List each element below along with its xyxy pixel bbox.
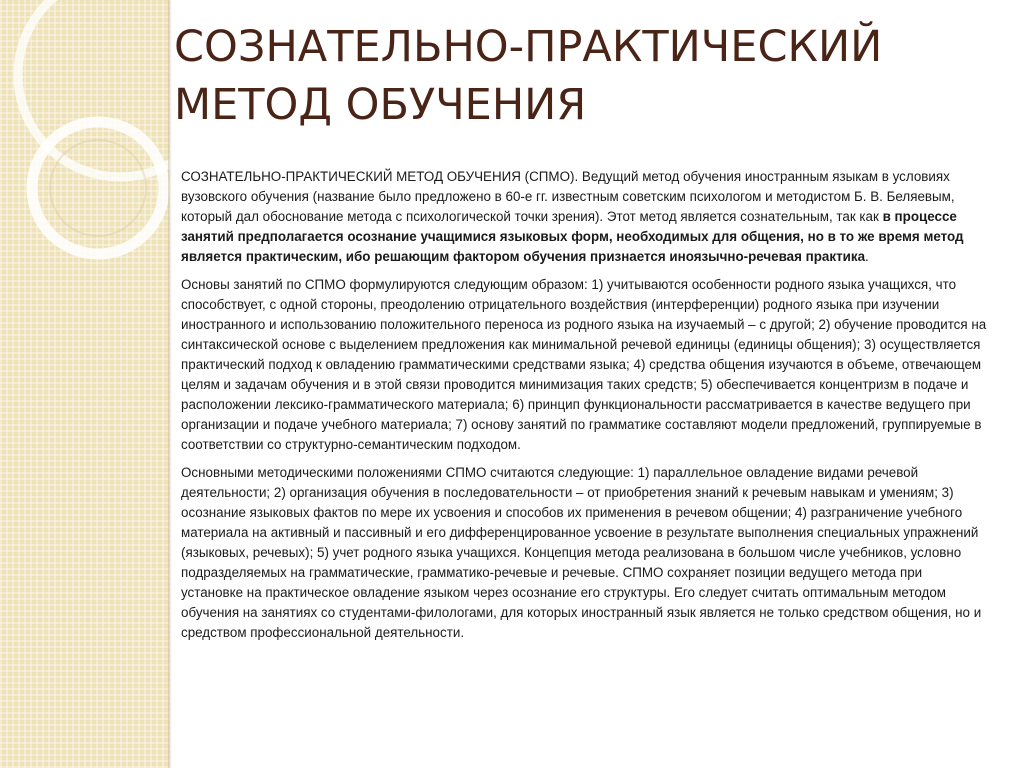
decorative-ring-small [32, 122, 164, 254]
decorative-side-panel [0, 0, 170, 768]
paragraph-foundations: Основы занятий по СПМО формулируются следующим образом: 1) учитываются особенности родного языка учащихся, что способствует, с одной стороны, преодолению отрицательного воздействия (интерференции) родного языка при изучении иностранного и использованию положительного переноса из родного языка на изучаемый – с другой; 2) обучение проводится на синтаксической основе с выделением предложения как минимальной речевой единицы (единицы общения); 3) осуществляется практический подход к овладению грамматическими средствами языка; 4) средства общения изучаются в объеме, отвечающем целям и задачам обучения и в этой связи проводится минимизация таких средств; 5) обеспечивается концентризм в подаче и расположении лексико-грамматического материала; 6) принцип функциональности рассматривается в качестве ведущего при организации и подаче учебного материала; 7) основу занятий по грамматике составляют модели предложений, группируемые в соответствии со структурно-семантическим подходом. [181, 277, 987, 452]
definition-text-end: . [865, 249, 869, 264]
slide-title-line-1: СОЗНАТЕЛЬНО-ПРАКТИЧЕСКИЙ [174, 22, 883, 72]
slide-body [181, 167, 987, 651]
slide-title [174, 18, 1004, 134]
decorative-ring-inner [50, 140, 146, 236]
decorative-circles [0, 0, 170, 768]
panel-edge-shadow [168, 0, 172, 768]
slide-title-line-2: МЕТОД ОБУЧЕНИЯ [174, 80, 587, 130]
definition-text: СОЗНАТЕЛЬНО-ПРАКТИЧЕСКИЙ МЕТОД ОБУЧЕНИЯ (СПМО). Ведущий метод обучения иностранным языкам в условиях вузовского обучения (название было предложено в 60-е гг. известным советским психологом и методистом Б. В. Беляевым, который дал обоснование метода с психологической точки зрения). Этот метод является сознательным, так как [181, 169, 955, 224]
definition-bold-text: в процессе занятий предполагается осознание учащимися языковых форм, необходимых для общения, но в то же время метод является практическим, ибо решающим фактором обучения признается иноязычно-речевая практика [181, 209, 964, 264]
paragraph-principles: Основными методическими положениями СПМО считаются следующие: 1) параллельное овладение видами речевой деятельности; 2) организация обучения в последовательности – от приобретения знаний к речевым навыкам и умениям; 3) осознание языковых фактов по мере их усвоения и способов их применения в речевом общении; 4) разграничение учебного материала на активный и пассивный и его дифференцированное усвоение в результате выполнения специальных упражнений (языковых, речевых); 5) учет родного языка учащихся. Концепция метода реализована в большом числе учебников, условно подразделяемых на грамматические, грамматико-речевые и речевые. СПМО сохраняет позиции ведущего метода при установке на практическое овладение языком через осознание его структуры. Его следует считать оптимальным методом обучения на занятиях со студентами-филологами, для которых иностранный язык является не только средством общения, но и средством профессиональной деятельности. [181, 465, 982, 640]
paragraph-definition [181, 167, 987, 267]
